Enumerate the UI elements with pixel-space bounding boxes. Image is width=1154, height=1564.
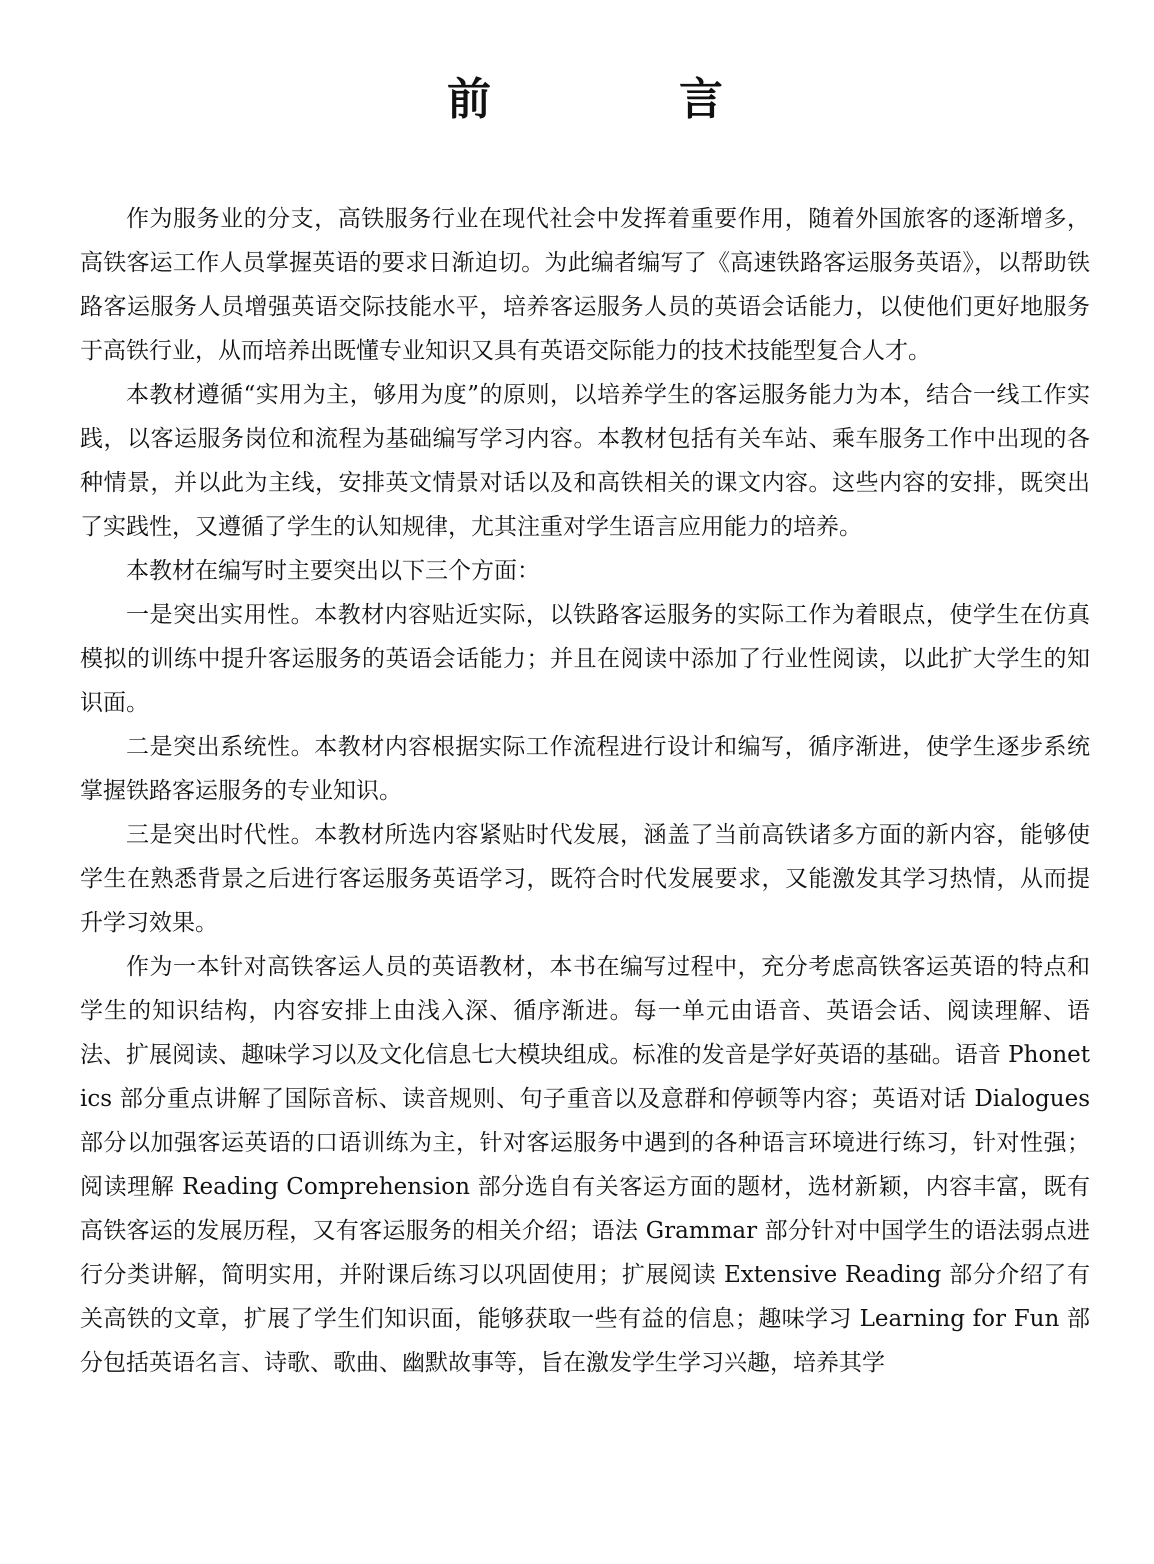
paragraph-4: 一是突出实用性。本教材内容贴近实际，以铁路客运服务的实际工作为着眼点，使学生在仿真模拟的训练中提升客运服务的英语会话能力；并且在阅读中添加了行业性阅读，以此扩大学生的知识面。: [80, 602, 1090, 716]
paragraph-7: 作为一本针对高铁客运人员的英语教材，本书在编写过程中，充分考虑高铁客运英语的特点和学生的知识结构，内容安排上由浅入深、循序渐进。每一单元由语音、英语会话、阅读理解、语法、扩展阅读、趣味学习以及文化信息七大模块组成。标准的发音是学好英语的基础。语音 Phonetics 部分重点讲解了国际音标、读音规则、句子重音以及意群和停顿等内容；英语对话 Dialogues 部分以加强客运英语的口语训练为主，针对客运服务中遇到的各种语言环境进行练习，针对性强；阅读理解 Reading Comprehension 部分选自有关客运方面的题材，选材新颖，内容丰富，既有高铁客运的发展历程，又有客运服务的相关介绍；语法 Grammar 部分针对中国学生的语法弱点进行分类讲解，简明实用，并附课后练习以巩固使用；扩展阅读 Extensive Reading 部分介绍了有关高铁的文章，扩展了学生们知识面，能够获取一些有益的信息；趣味学习 Learning for Fun 部分包括英语名言、诗歌、歌曲、幽默故事等，旨在激发学生学习兴趣，培养其学: [80, 954, 1090, 1376]
document-page: [80, 0, 1090, 1564]
paragraph-1: 作为服务业的分支，高铁服务行业在现代社会中发挥着重要作用，随着外国旅客的逐渐增多，高铁客运工作人员掌握英语的要求日渐迫切。为此编者编写了《高速铁路客运服务英语》，以帮助铁路客运服务人员增强英语交际技能水平，培养客运服务人员的英语会话能力，以使他们更好地服务于高铁行业，从而培养出既懂专业知识又具有英语交际能力的技术技能型复合人才。: [80, 206, 1090, 364]
paragraph-6: 三是突出时代性。本教材所选内容紧贴时代发展，涵盖了当前高铁诸多方面的新内容，能够使学生在熟悉背景之后进行客运服务英语学习，既符合时代发展要求，又能激发其学习热情，从而提升学习效果。: [80, 822, 1090, 936]
paragraph-5: 二是突出系统性。本教材内容根据实际工作流程进行设计和编写，循序渐进，使学生逐步系统掌握铁路客运服务的专业知识。: [80, 734, 1090, 804]
paragraph-3: 本教材在编写时主要突出以下三个方面：: [126, 558, 540, 584]
page-title: 前 言: [447, 74, 795, 125]
paragraph-2: 本教材遵循“实用为主，够用为度”的原则，以培养学生的客运服务能力为本，结合一线工作实践，以客运服务岗位和流程为基础编写学习内容。本教材包括有关车站、乘车服务工作中出现的各种情景，并以此为主线，安排英文情景对话以及和高铁相关的课文内容。这些内容的安排，既突出了实践性，又遵循了学生的认知规律，尤其注重对学生语言应用能力的培养。: [80, 382, 1090, 540]
preface-body: [80, 197, 1090, 1385]
